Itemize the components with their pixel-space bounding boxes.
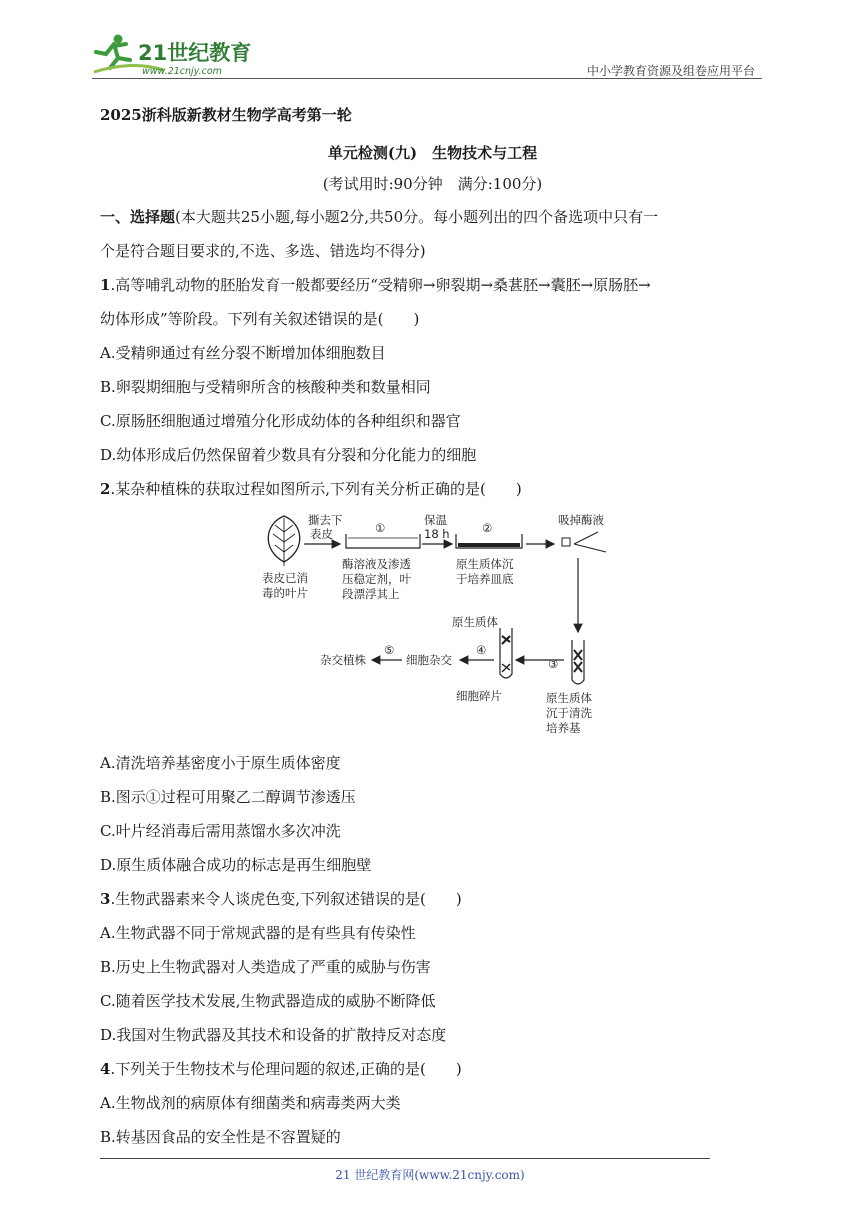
question-4 (100, 1052, 765, 1154)
protoplast-diagram (100, 510, 765, 744)
series-title: 2025浙科版新教材生物学高考第一轮 (100, 106, 352, 124)
section-heading: 一、选择题 (100, 208, 176, 226)
box2-label-1: 原生质体沉 (456, 557, 514, 571)
petri-dish-2 (456, 534, 522, 548)
option-a: A.生物战剂的病原体有细菌类和病毒类两大类 (100, 1094, 401, 1112)
question-number: 3 (100, 890, 111, 908)
arrow2-label-2: 18 h (424, 527, 450, 541)
option-c: C.叶片经消毒后需用蒸馏水多次冲洗 (100, 822, 341, 840)
box1-label-1: 酶溶液及渗透 (342, 557, 411, 571)
logo-url-text: www.21cnjy.com (142, 66, 222, 77)
question-stem: .生物武器素来令人谈虎色变,下列叙述错误的是( ) (110, 890, 462, 908)
fusion-label: 细胞杂交 (406, 653, 452, 667)
test-tube-left (500, 628, 512, 678)
footer-link[interactable]: 21 世纪教育网(www.21cnjy.com) (335, 1168, 525, 1182)
platform-name: 中小学教育资源及组卷应用平台 (586, 64, 755, 78)
question-3 (100, 882, 765, 1052)
step-1: ① (375, 521, 386, 535)
pipette-label: 吸掉酶液 (558, 513, 604, 527)
option-a: A.清洗培养基密度小于原生质体密度 (100, 754, 341, 772)
section-intro (100, 200, 765, 234)
option-c: C.随着医学技术发展,生物武器造成的威胁不断降低 (100, 992, 436, 1010)
box1-label-2: 压稳定剂，叶 (342, 572, 411, 586)
box2-label-2: 于培养皿底 (456, 572, 514, 586)
section-note-1: (本大题共25小题,每小题2分,共50分。每小题列出的四个备选项中只有一 (175, 208, 659, 226)
option-a: A.生物武器不同于常规武器的是有些具有传染性 (100, 924, 416, 942)
diagram-svg (260, 510, 720, 744)
test-tube-right (572, 640, 584, 684)
option-a: A.受精卵通过有丝分裂不断增加体细胞数目 (100, 344, 386, 362)
option-b: B.转基因食品的安全性是不容置疑的 (100, 1128, 341, 1146)
question-number: 2 (100, 480, 111, 498)
document-body (100, 100, 765, 1154)
petri-dish-1 (346, 534, 420, 548)
question-number: 4 (100, 1060, 111, 1078)
step-4: ④ (476, 643, 487, 657)
step-2: ② (482, 521, 493, 535)
arrow2-label-1: 保温 (424, 513, 447, 527)
tube-left-top-label: 原生质体 (452, 615, 498, 629)
tube-left-bottom-label: 细胞碎片 (456, 689, 502, 703)
leaf-label-1: 表皮已消 (262, 571, 308, 585)
question-stem: .高等哺乳动物的胚胎发育一般都要经历“受精卵→卵裂期→桑葚胚→囊胚→原肠胚→ (110, 276, 651, 294)
tube-right-label-3: 培养基 (546, 721, 581, 735)
tube-right-label-1: 原生质体 (546, 691, 592, 705)
pipette-icon (562, 532, 606, 552)
hybrid-label: 杂交植株 (320, 653, 366, 667)
option-b: B.历史上生物武器对人类造成了严重的威胁与伤害 (100, 958, 431, 976)
step-5: ⑤ (384, 643, 395, 657)
site-logo (92, 30, 262, 80)
question-stem-cont: 幼体形成”等阶段。下列有关叙述错误的是( ) (100, 310, 420, 328)
option-d: D.我国对生物武器及其技术和设备的扩散持反对态度 (100, 1026, 447, 1044)
option-b: B.图示①过程可用聚乙二醇调节渗透压 (100, 788, 356, 806)
question-stem: .某杂种植株的获取过程如图所示,下列有关分析正确的是( ) (110, 480, 522, 498)
box1-label-3: 段漂浮其上 (342, 587, 400, 601)
option-b: B.卵裂期细胞与受精卵所含的核酸种类和数量相同 (100, 378, 431, 396)
header-divider (92, 78, 762, 79)
leaf-label-2: 毒的叶片 (262, 586, 308, 600)
option-c: C.原肠胚细胞通过增殖分化形成幼体的各种组织和器官 (100, 412, 461, 430)
page-header (0, 0, 860, 90)
arrow1-label-2: 表皮 (310, 527, 333, 541)
option-d: D.幼体形成后仍然保留着少数具有分裂和分化能力的细胞 (100, 446, 477, 464)
unit-title: 单元检测(九) 生物技术与工程 (327, 144, 538, 162)
question-1 (100, 268, 765, 472)
question-number: 1 (100, 276, 111, 294)
section-note-2: 个是符合题目要求的,不选、多选、错选均不得分) (100, 242, 426, 260)
exam-info: (考试用时:90分钟 满分:100分) (322, 175, 543, 193)
question-stem: .下列关于生物技术与伦理问题的叙述,正确的是( ) (110, 1060, 462, 1078)
question-2 (100, 472, 765, 882)
footer-divider (100, 1158, 710, 1159)
logo-text: 21世纪教育 (138, 41, 252, 65)
leaf-icon (268, 516, 300, 566)
step-3: ③ (548, 657, 559, 671)
option-d: D.原生质体融合成功的标志是再生细胞壁 (100, 856, 372, 874)
arrow1-label-1: 撕去下 (308, 513, 343, 527)
tube-right-label-2: 沉于清洗 (546, 706, 592, 720)
